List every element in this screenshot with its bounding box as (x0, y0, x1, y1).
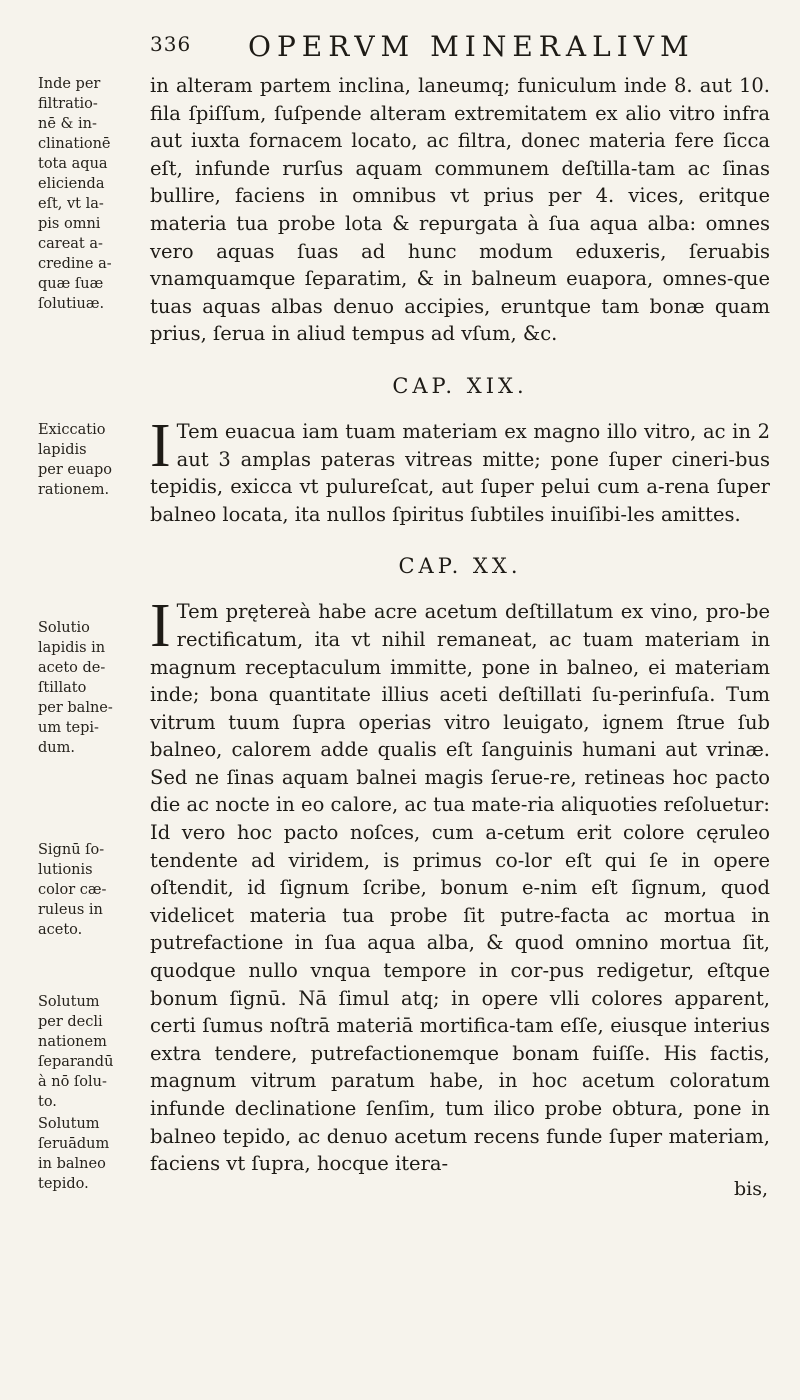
margin-note-solution: Solutio lapidis in aceto de- ſtillato per balne- um tepi- dum. (38, 620, 113, 756)
drop-cap: I (150, 592, 171, 661)
margin-note-separation: Solutum per decli nationem ſeparandū à nō ſolu- to. (38, 994, 114, 1110)
margin-note-preservation: Solutum ſeruādum in balneo tepido. (38, 1116, 110, 1192)
margin-note-drying: Exiccatio lapidis per euapo rationem. (38, 422, 112, 498)
chapter-19-text (150, 411, 770, 528)
running-title: OPERVM MINERALIVM (248, 30, 695, 63)
page-header (150, 22, 760, 62)
chapter-20-text (150, 592, 770, 1177)
margin-note-filtration: Inde per filtratio- nē & in- clinationē tota aqua elicienda eſt, vt la- pis omni careat a- credine a- quæ ſuæ ſolutiuæ. (38, 76, 112, 312)
chapter-20-body: Tem prętereà habe acre acetum deſtillatum ex vino, pro-be rectificatum, ita vt nihil remaneat, ac tuam materiam in magnum receptaculum immitte, pone in balneo, ei materiam inde; bona quantitate illius aceti deſtillati ſu-perinfuſa. Tum vitrum tuum ſupra operias vitro leuigato, ignem ſtrue ſub balneo, calorem adde qualis eſt ſanguinis humani aut vrinæ. Sed ne ſinas aquam balnei magis ſerue-re, retineas hoc pacto die ac nocte in eo calore, ac tua mate-ria aliquoties reſoluetur: Id vero hoc pacto noſces, cum a-cetum erit colore cęruleo tendente ad viridem, is primus co-lor eſt qui ſe in opere oſtendit, id ſignum ſcribe, bonum e-nim eſt ſignum, quod videlicet materia tua probe ſit putre-facta ac mortua in putrefactione in ſua aqua alba, & quod omnino mortua ſit, quodque nullo vnqua tempore in cor-pus redigetur, eſtque bonum ſignū. Nā ſimul atq; in opere vlli colores apparent, certi ſumus noſtrā materiā mortifica-tam eſſe, eiusque interius extra tendere, putrefactionemque bonam fuiſſe. His factis, magnum vitrum paratum habe, in hoc acetum coloratum infunde declinatione ſenſim, tum ilico probe obtura, pone in balneo tepido, ac denuo acetum recens funde ſuper materiam, faciens vt ſupra, hocque itera- (150, 600, 770, 1176)
chapter-heading-19: CAP. XIX. (392, 373, 528, 398)
paragraph-continued: in alteram partem inclina, laneumq; funiculum inde 8. aut 10. fila ſpiſſum, ſuſpende alteram extremitatem ex alio vitro infra aut iuxta fornacem locato, ac filtra, donec materia fere ſicca eſt, infunde rurſus aquam communem deſtilla-tam ac ſinas bullire, faciens in omnibus vt prius per 4. vices, eritque materia tua probe lota & repurgata à ſua aqua alba: omnes vero aquas ſuas ad hunc modum eduxeris, ſeruabis vnamquamque ſeparatim, & in balneum euapora, omnes-que tuas aquas albas denuo accipies, eruntque tam bonæ quam prius, ſerua in aliud tempus ad vſum, &c. (150, 74, 770, 346)
page-number: 336 (150, 32, 192, 56)
chapter-19-body: Tem euacua iam tuam materiam ex magno illo vitro, ac in 2 aut 3 amplas pateras vitreas mitte; pone ſuper cineri-bus tepidis, exicca vt pulureſcat, aut ſuper pelui cum a-rena ſuper balneo locata, ita nullos ſpiritus ſubtiles inuiſibi-les amittes. (150, 419, 770, 526)
drop-cap: I (150, 411, 171, 480)
margin-note-sign: Signū ſo- lutionis color cæ- ruleus in aceto. (38, 842, 107, 938)
chapter-heading-20: CAP. XX. (398, 554, 522, 579)
catchword: bis, (733, 1177, 768, 1200)
main-text (150, 72, 770, 1200)
